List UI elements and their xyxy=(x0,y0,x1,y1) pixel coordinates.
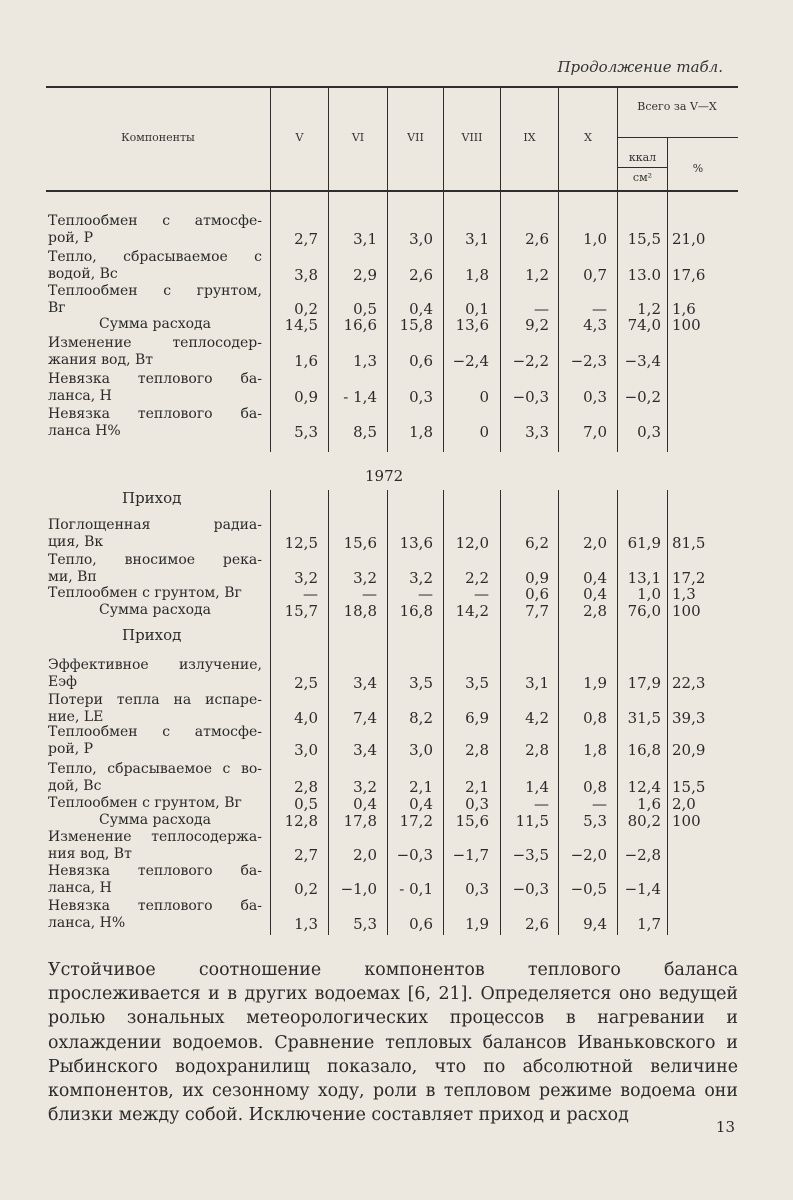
row-label: Изменение теплосодер- xyxy=(48,335,262,351)
table-cell: 0,4 xyxy=(583,585,607,603)
table-cell: 21,0 xyxy=(672,230,706,248)
table-cell: 7,4 xyxy=(353,709,377,727)
page-number: 13 xyxy=(715,1118,735,1136)
table-cell: 14,5 xyxy=(284,316,318,334)
section-heading-income-2: Приход xyxy=(122,626,182,644)
table-cell: 1,6 xyxy=(294,352,318,370)
table-cell: −2,2 xyxy=(512,352,549,370)
header-month-ix: IX xyxy=(523,131,536,144)
table-cell: 5,3 xyxy=(294,423,318,441)
subheader-rule-2 xyxy=(617,167,667,168)
table-cell: — xyxy=(418,585,433,603)
row-label: ние, LE xyxy=(48,709,104,725)
table-cell: 3,1 xyxy=(465,230,489,248)
header-month-x: X xyxy=(584,131,592,144)
table-cell: 8,5 xyxy=(353,423,377,441)
row-label: Сумма расхода xyxy=(99,316,211,332)
row-label: ми, Вп xyxy=(48,569,97,585)
table-cell: 1,6 xyxy=(672,300,696,318)
table-cell: 15,7 xyxy=(284,602,318,620)
table-cell: — xyxy=(592,300,607,318)
table-cell: −0,3 xyxy=(512,388,549,406)
col-rule-8 xyxy=(667,137,668,452)
table-cell: 74,0 xyxy=(627,316,661,334)
table-cell: 4,2 xyxy=(525,709,549,727)
table-cell: — xyxy=(534,795,549,813)
table-cell: 11,5 xyxy=(515,812,549,830)
table-cell: 17,2 xyxy=(672,569,706,587)
table-cell: 3,0 xyxy=(409,741,433,759)
table-cell: 1,2 xyxy=(525,266,549,284)
table-cell: 3,1 xyxy=(353,230,377,248)
table-cell: 3,3 xyxy=(525,423,549,441)
section-heading-income-1: Приход xyxy=(122,489,182,507)
table-cell: 0,3 xyxy=(465,795,489,813)
header-total: Всего за V—X xyxy=(637,100,717,113)
table-cell: 2,6 xyxy=(525,230,549,248)
table-cell: 0,5 xyxy=(294,795,318,813)
table-cell: 12,0 xyxy=(455,534,489,552)
table-cell: 13,6 xyxy=(399,534,433,552)
row-label: ния вод, Вт xyxy=(48,846,132,862)
table-cell: 15,6 xyxy=(343,534,377,552)
table-cell: 61,9 xyxy=(627,534,661,552)
table-cell: 6,2 xyxy=(525,534,549,552)
row-label: рой, Р xyxy=(48,230,94,246)
table-cell: 1,3 xyxy=(294,915,318,933)
table-cell: 12,5 xyxy=(284,534,318,552)
table-cell: 15,8 xyxy=(399,316,433,334)
row-label: Теплообмен с атмосфе- xyxy=(48,724,262,740)
table-cell: 39,3 xyxy=(672,709,706,727)
header-percent: % xyxy=(692,162,704,175)
table-cell: 1,2 xyxy=(637,300,661,318)
table-cell: 16,8 xyxy=(399,602,433,620)
table-cell: 3,8 xyxy=(294,266,318,284)
table-cell: 9,2 xyxy=(525,316,549,334)
table-cell: 4,3 xyxy=(583,316,607,334)
table-cell: 2,0 xyxy=(583,534,607,552)
row-label: Потери тепла на испаре- xyxy=(48,692,262,708)
table-cell: 1,3 xyxy=(353,352,377,370)
table-cell: 0,9 xyxy=(525,569,549,587)
table-cell: 0,6 xyxy=(409,915,433,933)
table-cell: 2,7 xyxy=(294,846,318,864)
table-cell: 0,3 xyxy=(465,880,489,898)
row-label: Теплообмен с атмосфе- xyxy=(48,213,262,229)
table-cell: 2,2 xyxy=(465,569,489,587)
row-label: Невязка теплового ба- xyxy=(48,898,262,914)
table-cell: 12,8 xyxy=(284,812,318,830)
table-cell: 1,9 xyxy=(465,915,489,933)
table-cell: 3,1 xyxy=(525,674,549,692)
table-cell: 2,1 xyxy=(409,778,433,796)
table-cell: 1,8 xyxy=(583,741,607,759)
table-cell: 0,4 xyxy=(583,569,607,587)
table-cell: −2,8 xyxy=(624,846,661,864)
row-label: Сумма расхода xyxy=(99,812,211,828)
table-cell: — xyxy=(534,300,549,318)
table-cell: 0,3 xyxy=(637,423,661,441)
table-cell: −0,5 xyxy=(570,880,607,898)
row-label: ланса, Н xyxy=(48,388,112,404)
table-cell: 2,8 xyxy=(525,741,549,759)
table-cell: 0,7 xyxy=(583,266,607,284)
table-cell: 0 xyxy=(479,388,489,406)
table-cell: 2,0 xyxy=(672,795,696,813)
row-label: дой, Вс xyxy=(48,778,102,794)
table-cell: 31,5 xyxy=(627,709,661,727)
table-cell: 0,9 xyxy=(294,388,318,406)
col-rule-b8 xyxy=(667,490,668,935)
table-cell: −1,7 xyxy=(452,846,489,864)
header-month-vii: VII xyxy=(407,131,424,144)
table-cell: 76,0 xyxy=(627,602,661,620)
row-label: Невязка теплового ба- xyxy=(48,863,262,879)
table-cell: 0,8 xyxy=(583,709,607,727)
row-label: жания вод, Вт xyxy=(48,352,154,368)
table-top-rule xyxy=(46,86,738,88)
table-cell: 2,0 xyxy=(353,846,377,864)
table-cell: 16,6 xyxy=(343,316,377,334)
table-cell: −2,3 xyxy=(570,352,607,370)
table-cell: 20,9 xyxy=(672,741,706,759)
row-label: ция, Вк xyxy=(48,534,104,550)
table-cell: 15,5 xyxy=(627,230,661,248)
row-label: рой, Р xyxy=(48,741,94,757)
row-label: Еэф xyxy=(48,674,78,690)
table-cell: 22,3 xyxy=(672,674,706,692)
table-cell: — xyxy=(362,585,377,603)
table-cell: 3,0 xyxy=(294,741,318,759)
table-cell: −0,3 xyxy=(512,880,549,898)
row-label: Тепло, вносимое река- xyxy=(48,552,262,568)
table-cell: 1,0 xyxy=(637,585,661,603)
table-cell: 0,4 xyxy=(353,795,377,813)
table-cell: 13,6 xyxy=(455,316,489,334)
table-cell: 1,9 xyxy=(583,674,607,692)
table-cell: 17,8 xyxy=(343,812,377,830)
table-cell: −1,0 xyxy=(340,880,377,898)
table-cell: 14,2 xyxy=(455,602,489,620)
table-cell: 4,0 xyxy=(294,709,318,727)
year-heading: 1972 xyxy=(365,467,404,485)
table-cell: - 0,1 xyxy=(399,880,433,898)
row-label: Вг xyxy=(48,300,66,316)
table-cell: 3,2 xyxy=(409,569,433,587)
row-label: водой, Вс xyxy=(48,266,118,282)
table-cell: 7,0 xyxy=(583,423,607,441)
row-label: Теплообмен с грунтом, xyxy=(48,283,262,299)
table-cell: −0,2 xyxy=(624,388,661,406)
table-cell: 0,8 xyxy=(583,778,607,796)
table-cell: 0,4 xyxy=(409,795,433,813)
table-cell: 81,5 xyxy=(672,534,706,552)
table-cell: 16,8 xyxy=(627,741,661,759)
table-cell: 0,6 xyxy=(409,352,433,370)
table-cell: 0,4 xyxy=(409,300,433,318)
table-header-rule xyxy=(46,190,738,192)
table-cell: 1,8 xyxy=(465,266,489,284)
table-cell: 1,3 xyxy=(672,585,696,603)
table-cell: 0 xyxy=(479,423,489,441)
row-label: ланса, Н xyxy=(48,880,112,896)
table-cell: 3,4 xyxy=(353,741,377,759)
header-components: Компоненты xyxy=(121,131,195,144)
table-cell: 2,6 xyxy=(409,266,433,284)
table-cell: 0,3 xyxy=(409,388,433,406)
table-cell: 17,9 xyxy=(627,674,661,692)
row-label: ланса Н% xyxy=(48,423,121,439)
table-cell: 2,8 xyxy=(294,778,318,796)
table-cell: 18,8 xyxy=(343,602,377,620)
table-cell: 9,4 xyxy=(583,915,607,933)
table-cell: 1,6 xyxy=(637,795,661,813)
table-cell: 2,7 xyxy=(294,230,318,248)
table-cell: 80,2 xyxy=(627,812,661,830)
row-label: Поглощенная радиа- xyxy=(48,517,262,533)
header-unit-kcal: ккал xyxy=(628,151,657,164)
table-cell: — xyxy=(474,585,489,603)
row-label: Тепло, сбрасываемое с во- xyxy=(48,761,262,777)
row-label: Изменение теплосодержа- xyxy=(48,829,262,845)
table-cell: 1,8 xyxy=(409,423,433,441)
table-caption: Продолжение табл. xyxy=(557,58,723,76)
row-label: Невязка теплового ба- xyxy=(48,406,262,422)
header-unit-cm2: см² xyxy=(632,171,653,184)
row-label: Эффективное излучение, xyxy=(48,657,262,673)
table-cell: 1,4 xyxy=(525,778,549,796)
table-cell: 12,4 xyxy=(627,778,661,796)
table-cell: 100 xyxy=(672,602,701,620)
row-label: ланса, Н% xyxy=(48,915,126,931)
table-cell: 3,2 xyxy=(353,778,377,796)
table-cell: 3,0 xyxy=(409,230,433,248)
table-cell: 0,5 xyxy=(353,300,377,318)
table-cell: — xyxy=(592,795,607,813)
table-cell: 0,6 xyxy=(525,585,549,603)
header-month-v: V xyxy=(295,131,304,144)
table-cell: 100 xyxy=(672,812,701,830)
table-cell: 5,3 xyxy=(353,915,377,933)
row-label: Тепло, сбрасываемое с xyxy=(48,249,262,265)
subheader-rule-1 xyxy=(617,137,738,138)
table-cell: 15,6 xyxy=(455,812,489,830)
table-cell: 3,2 xyxy=(294,569,318,587)
table-cell: 2,8 xyxy=(583,602,607,620)
table-cell: −0,3 xyxy=(396,846,433,864)
table-cell: 0,3 xyxy=(583,388,607,406)
table-cell: 13.0 xyxy=(627,266,661,284)
table-cell: 2,9 xyxy=(353,266,377,284)
table-cell: 3,5 xyxy=(465,674,489,692)
row-label: Невязка теплового ба- xyxy=(48,371,262,387)
table-cell: 2,1 xyxy=(465,778,489,796)
table-cell: 1,0 xyxy=(583,230,607,248)
table-cell: 2,8 xyxy=(465,741,489,759)
table-cell: 3,5 xyxy=(409,674,433,692)
table-cell: 7,7 xyxy=(525,602,549,620)
table-cell: 3,2 xyxy=(353,569,377,587)
table-cell: 100 xyxy=(672,316,701,334)
table-cell: 17,6 xyxy=(672,266,706,284)
table-cell: 0,1 xyxy=(465,300,489,318)
table-cell: 1,7 xyxy=(637,915,661,933)
table-cell: 6,9 xyxy=(465,709,489,727)
table-cell: 2,6 xyxy=(525,915,549,933)
table-cell: 0,2 xyxy=(294,880,318,898)
table-cell: 15,5 xyxy=(672,778,706,796)
table-cell: −2,0 xyxy=(570,846,607,864)
body-paragraph: Устойчивое соотношение компонентов теплового баланса прослеживается и в других водоемах [6, 21]. Определяется оно ведущей ролью зональных метеорологических процессов в нагревании и охлаждении водоемов. Сравнение тепловых балансов Иваньковского и Рыбинского водохранилищ показало, что по абсолютной величине компонентов, их сезонному ходу, роли в тепловом режиме водоема они близки между собой. Исключение составляет приход и расход xyxy=(48,960,738,1126)
table-cell: −3,5 xyxy=(512,846,549,864)
header-month-vi: VI xyxy=(351,131,365,144)
table-cell: 2,5 xyxy=(294,674,318,692)
table-cell: −1,4 xyxy=(624,880,661,898)
table-cell: - 1,4 xyxy=(343,388,377,406)
table-cell: 8,2 xyxy=(409,709,433,727)
row-label: Сумма расхода xyxy=(99,602,211,618)
row-label: Теплообмен с грунтом, Вг xyxy=(48,795,242,811)
header-month-viii: VIII xyxy=(461,131,483,144)
table-cell: 5,3 xyxy=(583,812,607,830)
table-cell: 0,2 xyxy=(294,300,318,318)
table-cell: 3,4 xyxy=(353,674,377,692)
row-label: Теплообмен с грунтом, Вг xyxy=(48,585,242,601)
table-cell: 13,1 xyxy=(627,569,661,587)
table-cell: — xyxy=(303,585,318,603)
table-cell: −3,4 xyxy=(624,352,661,370)
table-cell: 17,2 xyxy=(399,812,433,830)
table-cell: −2,4 xyxy=(452,352,489,370)
